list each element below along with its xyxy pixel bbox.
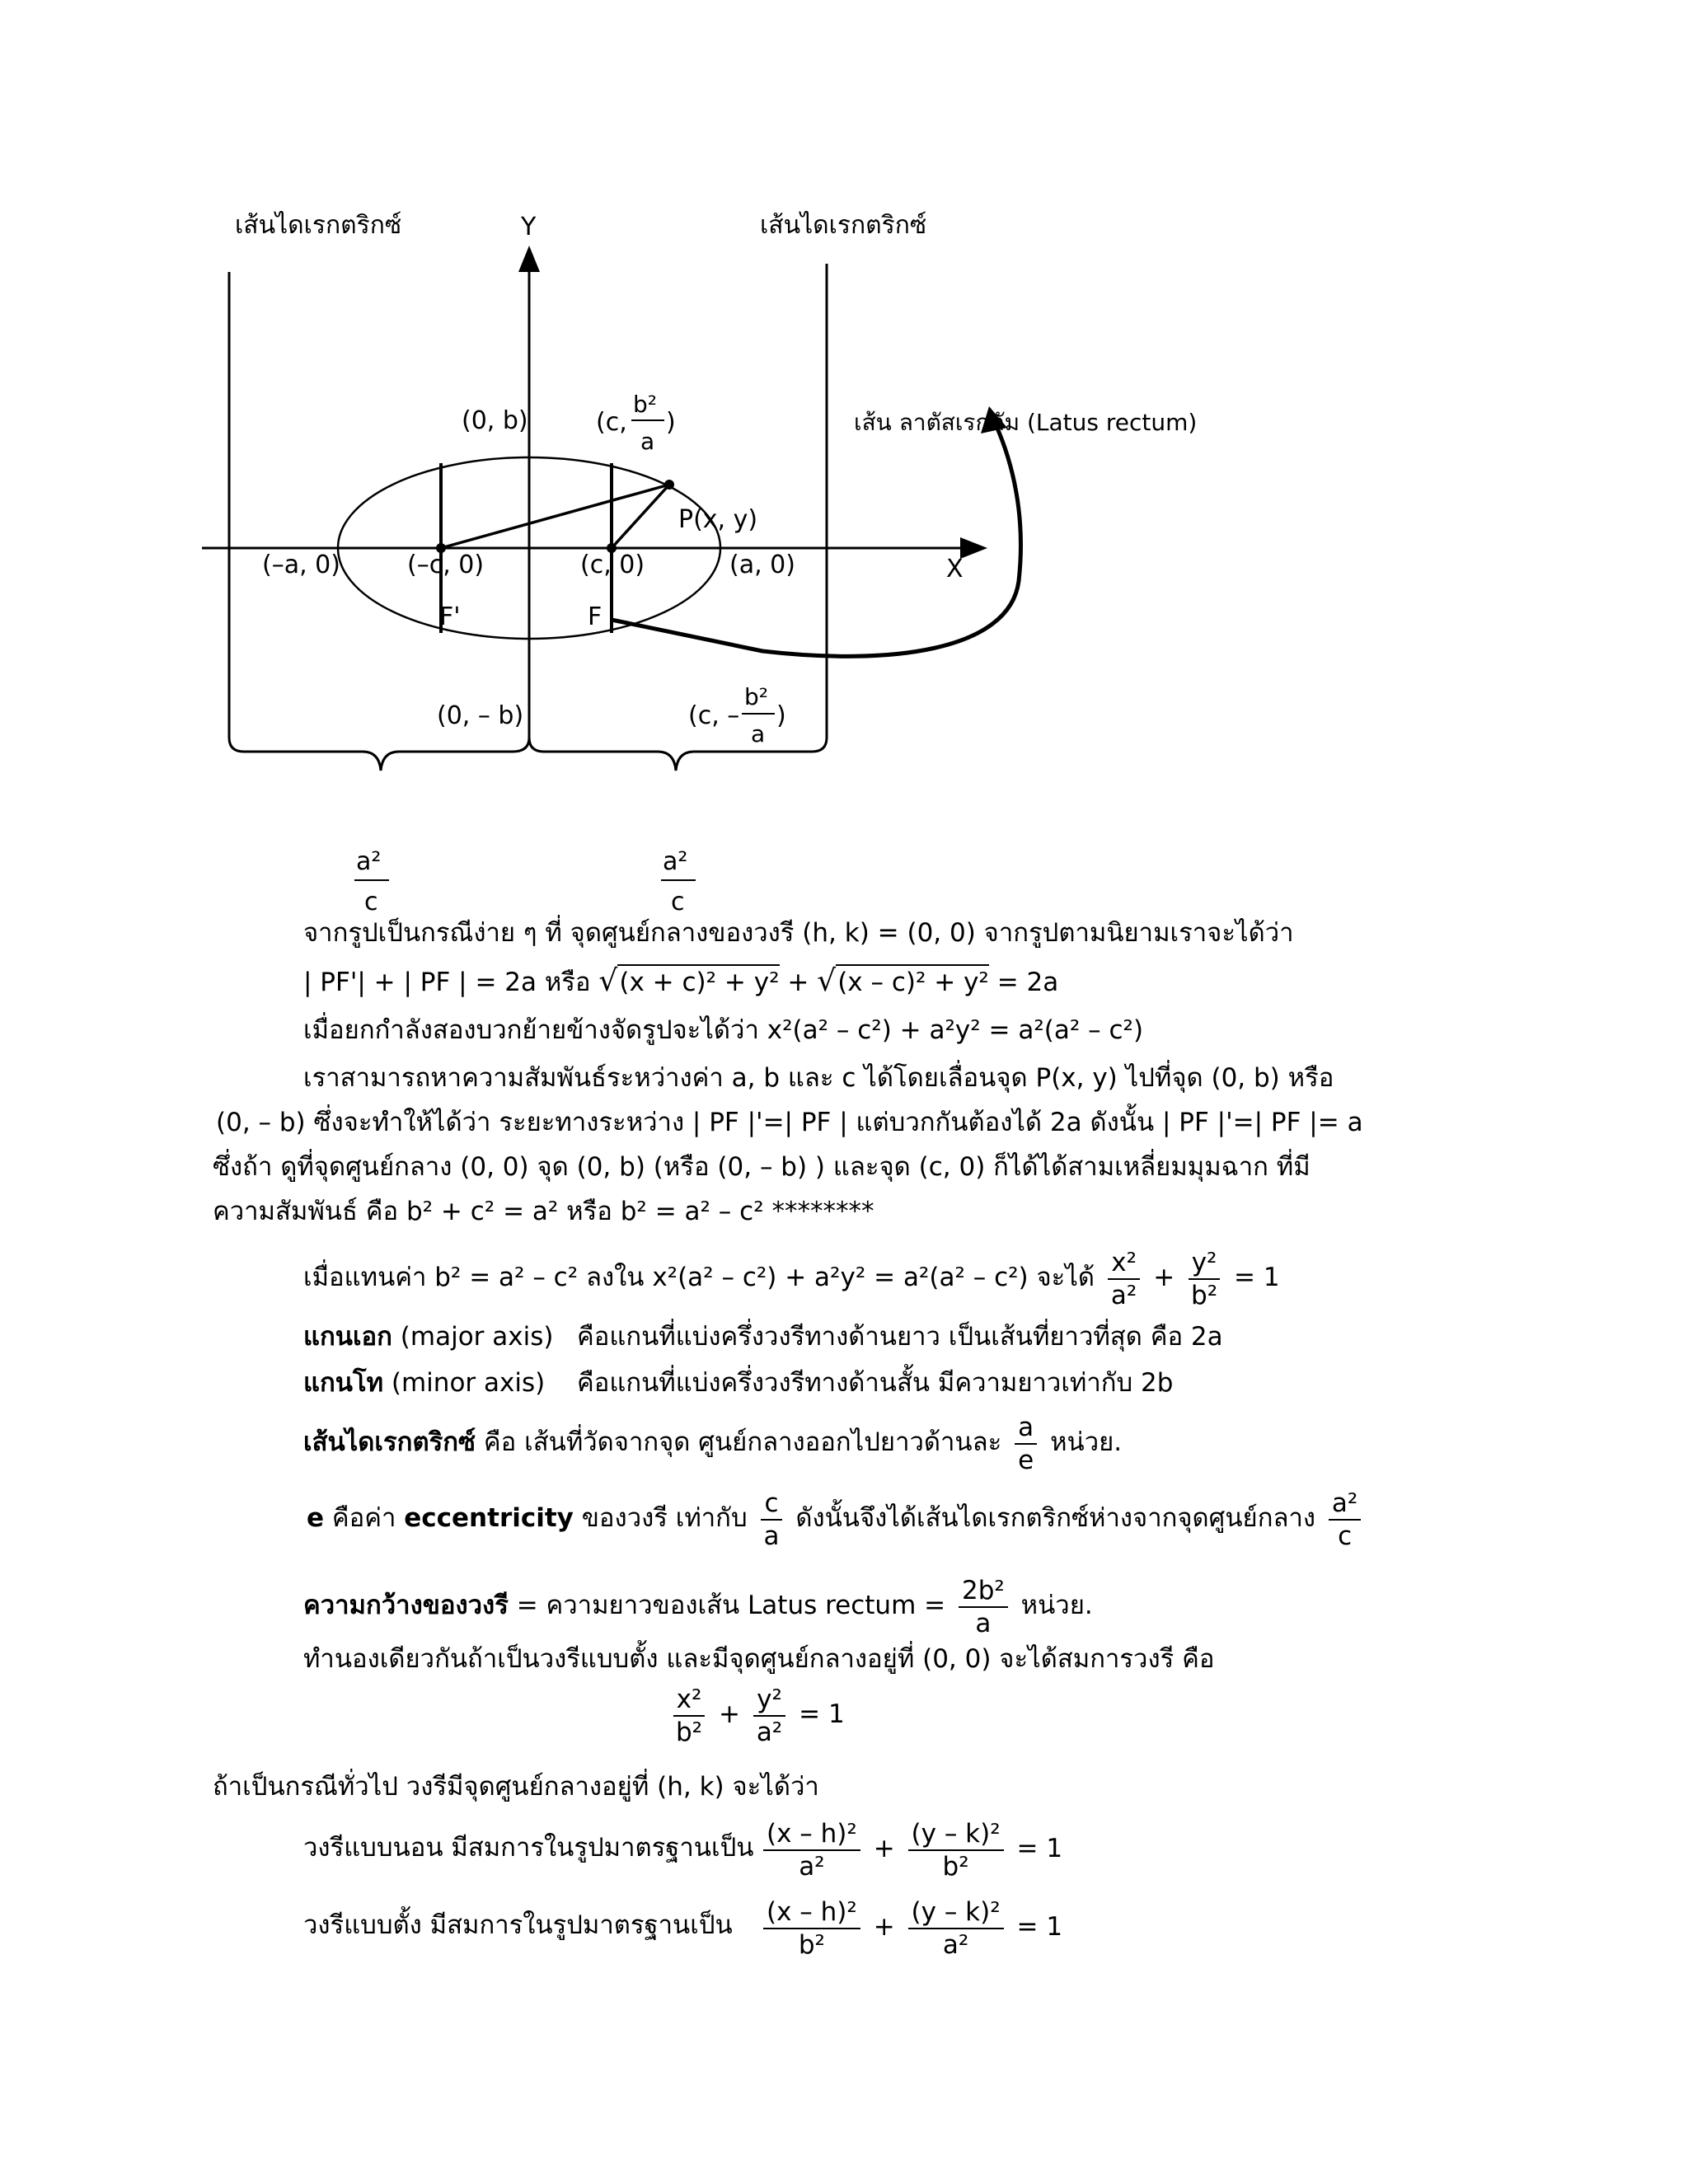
- point-p: [664, 480, 674, 490]
- sqrt-symbol: √: [817, 964, 837, 998]
- eccentricity-desc-2: ของวงรี เท่ากับ: [573, 1503, 748, 1533]
- plus-sign: +: [787, 968, 818, 997]
- major-axis-term: แกนเอก: [303, 1322, 392, 1352]
- y-axis-arrow: [518, 246, 540, 272]
- brace-right-num: a²: [663, 847, 688, 876]
- fraction-2b2-a: $\frac{\text{2b²}}{a}$: [959, 1575, 1008, 1639]
- text-line-relation: เราสามารถหาความสัมพันธ์ระหว่างค่า a, b และ c ได้โดยเลื่อนจุด P(x, y) ไปที่จุด (0, b) หรือ: [303, 1063, 1334, 1093]
- label-c-neg-b2a-num: b²: [744, 683, 768, 710]
- width-unit: หน่วย.: [1020, 1591, 1093, 1620]
- label-0-neg-b: (0, – b): [437, 701, 524, 730]
- label-point-p: P(x, y): [678, 505, 758, 534]
- fraction-yk2-a2: $\frac{\text{(y – k)²}}{\text{a²}}$: [908, 1896, 1004, 1961]
- horizontal-standard-label: วงรีแบบนอน มีสมการในรูปมาตรฐานเป็น: [303, 1833, 754, 1863]
- label-c-b2a-den: a: [640, 428, 655, 455]
- directrix-label-left: เส้นไดเรกตริกซ์: [235, 211, 402, 240]
- plus-sign: +: [873, 1912, 895, 1942]
- y-axis-label: Y: [521, 213, 537, 241]
- sqrt-symbol: √: [598, 964, 618, 998]
- eccentricity-desc-3: ดังนั้นจึงได้เส้นไดเรกตริกซ์ห่างจากจุดศูนย์กลาง: [795, 1503, 1316, 1533]
- label-c-b2a-num: b²: [633, 391, 657, 418]
- brace-right: [529, 738, 827, 771]
- equals-one: = 1: [799, 1699, 845, 1729]
- equals-one: = 1: [1234, 1263, 1280, 1292]
- width-desc: = ความยาวของเส้น Latus rectum =: [508, 1591, 946, 1620]
- minor-axis-term: แกนโท: [303, 1368, 384, 1398]
- brace-left: [229, 738, 529, 771]
- eccentricity-definition: [307, 1477, 1366, 1559]
- sqrt-term-2: (x – c)² + y²: [836, 964, 989, 999]
- label-c-neg-b2a-post: ): [776, 701, 786, 730]
- directrix-term: เส้นไดเรกตริกซ์: [303, 1427, 476, 1457]
- latus-callout-arrow: [612, 424, 1020, 656]
- brace-left-num: a²: [356, 847, 382, 876]
- label-0-b: (0, b): [462, 406, 528, 435]
- text-line-squared: เมื่อยกกำลังสองบวกย้ายข้างจัดรูปจะได้ว่า x²(a² – c²) + a²y² = a²(a² – c²): [303, 1015, 1144, 1045]
- width-definition: [303, 1564, 1093, 1647]
- x-axis-arrow: [960, 537, 987, 559]
- minor-axis-row: [303, 1366, 545, 1399]
- fraction-yk2-b2: $\frac{\text{(y – k)²}}{\text{b²}}$: [908, 1818, 1004, 1882]
- major-axis-en: (major axis): [392, 1322, 554, 1352]
- label-c-0: (c, 0): [580, 551, 645, 579]
- x-axis-label: X: [946, 555, 964, 583]
- minor-axis-en: (minor axis): [383, 1368, 546, 1398]
- label-c-b2a-post: ): [666, 408, 676, 437]
- text-line-pythagoras: ความสัมพันธ์ คือ b² + c² = a² หรือ b² = a² – c² ********: [213, 1197, 874, 1226]
- brace-left-den: c: [364, 888, 378, 916]
- vertical-standard-equation: [758, 1886, 1062, 1968]
- major-axis-row: [303, 1320, 553, 1353]
- equals-2a: = 2a: [996, 968, 1059, 997]
- label-c-neg-b2a-pre: (c, –: [688, 701, 740, 730]
- horizontal-standard-equation: [758, 1807, 1062, 1890]
- fraction-x2-a2: $\frac{\text{x²}}{\text{a²}}$: [1108, 1247, 1140, 1311]
- fraction-c-a: $\frac{c}{a}$: [760, 1488, 782, 1552]
- focal-line-right: [612, 485, 669, 548]
- width-term: ความกว้างของวงรี: [303, 1591, 509, 1620]
- directrix-desc: คือ เส้นที่วัดจากจุด ศูนย์กลางออกไปยาวด้านละ: [476, 1427, 1002, 1457]
- brace-right-den: c: [671, 888, 685, 916]
- fraction-y2-a2: $\frac{\text{y²}}{\text{a²}}$: [753, 1684, 785, 1748]
- plus-sign: +: [873, 1834, 895, 1863]
- directrix-unit: หน่วย.: [1050, 1427, 1123, 1457]
- sqrt-term-1: (x + c)² + y²: [617, 964, 779, 999]
- fraction-y2-b2: $\frac{\text{y²}}{\text{b²}}$: [1188, 1247, 1221, 1311]
- directrix-label-right: เส้นไดเรกตริกซ์: [760, 211, 927, 240]
- label-focus-right: F: [588, 602, 603, 631]
- text-line-distance: (0, – b) ซึ่งจะทำให้ได้ว่า ระยะทางระหว่าง | PF |'=| PF | แต่บวกกันต้องได้ 2a ดังนั้น | PF |'=| PF |= a: [216, 1108, 1363, 1137]
- vertical-ellipse-equation: [668, 1673, 845, 1755]
- major-axis-desc: คือแกนที่แบ่งครึ่งวงรีทางด้านยาว เป็นเส้นที่ยาวที่สุด คือ 2a: [577, 1322, 1223, 1352]
- fraction-x2-b2: $\frac{\text{x²}}{\text{b²}}$: [673, 1684, 706, 1748]
- label-a-0: (a, 0): [729, 551, 795, 579]
- minor-axis-desc: คือแกนที่แบ่งครึ่งวงรีทางด้านสั้น มีความยาวเท่ากับ 2b: [577, 1368, 1174, 1398]
- eccentricity-symbol: e: [307, 1503, 325, 1533]
- text-line-vertical-case: ทำนองเดียวกันถ้าเป็นวงรีแบบตั้ง และมีจุดศูนย์กลางอยู่ที่ (0, 0) จะได้สมการวงรี คือ: [303, 1644, 1215, 1674]
- eccentricity-term: eccentricity: [404, 1503, 574, 1533]
- label-c-neg-b2a-den: a: [751, 720, 766, 748]
- label-focus-left: F': [439, 602, 461, 631]
- text-line-triangle: ซึ่งถ้า ดูที่จุดศูนย์กลาง (0, 0) จุด (0, b) (หรือ (0, – b) ) และจุด (c, 0) ก็ได้ได้สามเหลี่ยมมุมฉาก ที่มี: [213, 1152, 1311, 1182]
- plus-sign: +: [718, 1699, 740, 1729]
- latus-rectum-label: เส้น ลาตัสเรกตัม (Latus rectum): [854, 409, 1198, 436]
- substitution-text: เมื่อแทนค่า b² = a² – c² ลงใน x²(a² – c²) + a²y² = a²(a² – c²) จะได้: [303, 1263, 1095, 1292]
- text-line-general-case: ถ้าเป็นกรณีทั่วไป วงรีมีจุดศูนย์กลางอยู่ที่ (h, k) จะได้ว่า: [213, 1772, 819, 1802]
- vertical-standard-label: วงรีแบบตั้ง มีสมการในรูปมาตรฐานเป็น: [303, 1910, 733, 1940]
- focal-line-left: [441, 485, 669, 548]
- fraction-xh2-a2: $\frac{\text{(x – h)²}}{\text{a²}}$: [763, 1818, 860, 1882]
- equals-one: = 1: [1016, 1834, 1063, 1863]
- label-neg-c-0: (–c, 0): [407, 551, 485, 579]
- text-line-definition: [303, 964, 1058, 999]
- equals-one: = 1: [1016, 1912, 1063, 1942]
- fraction-a-e: $\frac{a}{e}$: [1015, 1412, 1037, 1476]
- fraction-a2-c: $\frac{\text{a²}}{c}$: [1329, 1488, 1361, 1552]
- eccentricity-desc-1: คือค่า: [324, 1503, 405, 1533]
- fraction-xh2-b2: $\frac{\text{(x – h)²}}{\text{b²}}$: [763, 1896, 860, 1961]
- label-c-b2a-pre: (c,: [596, 408, 627, 437]
- sum-of-distances: | PF'| + | PF | = 2a หรือ: [303, 968, 591, 997]
- plus-sign: +: [1153, 1263, 1175, 1292]
- text-line-center: จากรูปเป็นกรณีง่าย ๆ ที่ จุดศูนย์กลางของวงรี (h, k) = (0, 0) จากรูปตามนิยามเราจะได้ว่า: [303, 918, 1294, 948]
- text-line-substitution: [303, 1236, 1280, 1319]
- directrix-definition: [303, 1401, 1122, 1483]
- label-neg-a-0: (–a, 0): [262, 551, 340, 579]
